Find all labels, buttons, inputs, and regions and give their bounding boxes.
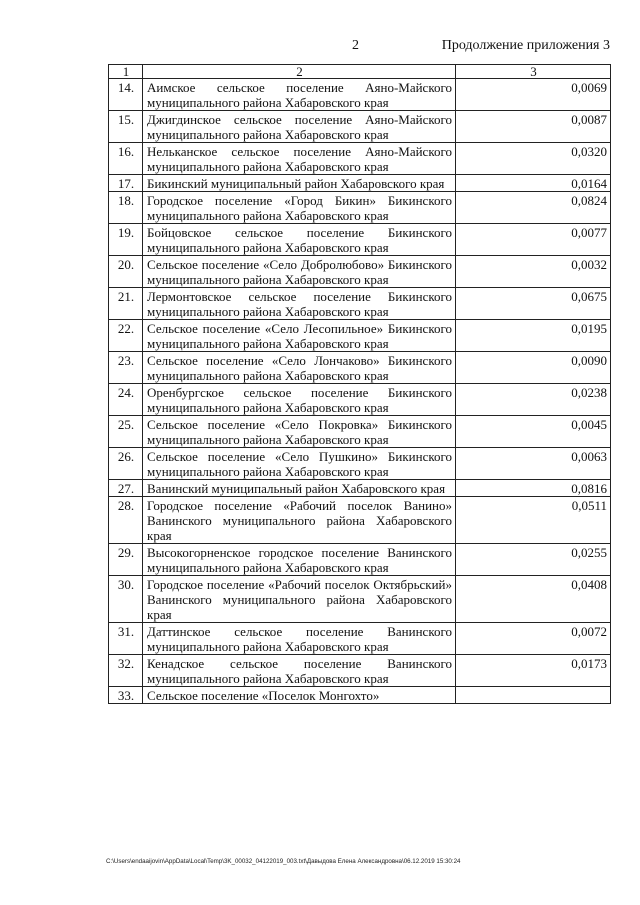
table-row	[109, 497, 611, 544]
row-number: 16.	[109, 143, 143, 175]
municipality-name: Оренбургское сельское поселение Бикинского муниципального района Хабаровского края	[143, 384, 456, 416]
row-number: 31.	[109, 623, 143, 655]
coefficient-value: 0,0164	[456, 175, 611, 192]
table-row	[109, 192, 611, 224]
table-row	[109, 687, 611, 704]
row-number: 33.	[109, 687, 143, 704]
row-number: 24.	[109, 384, 143, 416]
page-number: 2	[352, 38, 359, 53]
table-row	[109, 576, 611, 623]
table-row	[109, 175, 611, 192]
column-header-1: 1	[109, 65, 143, 79]
table-row	[109, 623, 611, 655]
row-number: 26.	[109, 448, 143, 480]
row-number: 17.	[109, 175, 143, 192]
municipality-name: Бойцовское сельское поселение Бикинского муниципального района Хабаровского края	[143, 224, 456, 256]
row-number: 15.	[109, 111, 143, 143]
table-header-row	[109, 65, 611, 79]
table-row	[109, 352, 611, 384]
municipality-name: Сельское поселение «Село Покровка» Бикинского муниципального района Хабаровского края	[143, 416, 456, 448]
table-row	[109, 224, 611, 256]
municipality-name: Ванинский муниципальный район Хабаровского края	[143, 480, 456, 497]
coefficient-value: 0,0320	[456, 143, 611, 175]
coefficient-value: 0,0511	[456, 497, 611, 544]
municipality-name: Кенадское сельское поселение Ванинского муниципального района Хабаровского края	[143, 655, 456, 687]
table-row	[109, 111, 611, 143]
allocation-table	[108, 64, 611, 704]
municipality-name: Городское поселение «Город Бикин» Бикинского муниципального района Хабаровского края	[143, 192, 456, 224]
coefficient-value: 0,0195	[456, 320, 611, 352]
table-row	[109, 79, 611, 111]
municipality-name: Сельское поселение «Село Лончаково» Бикинского муниципального района Хабаровского края	[143, 352, 456, 384]
municipality-name: Сельское поселение «Село Лесопильное» Бикинского муниципального района Хабаровского края	[143, 320, 456, 352]
coefficient-value	[456, 687, 611, 704]
coefficient-value: 0,0238	[456, 384, 611, 416]
municipality-name: Аимское сельское поселение Аяно-Майского муниципального района Хабаровского края	[143, 79, 456, 111]
coefficient-value: 0,0077	[456, 224, 611, 256]
row-number: 19.	[109, 224, 143, 256]
column-header-3: 3	[456, 65, 611, 79]
municipality-name: Высокогорненское городское поселение Ванинского муниципального района Хабаровского края	[143, 544, 456, 576]
row-number: 27.	[109, 480, 143, 497]
table-row	[109, 256, 611, 288]
municipality-name: Городское поселение «Рабочий поселок Ванино» Ванинского муниципального района Хабаровского края	[143, 497, 456, 544]
coefficient-value: 0,0063	[456, 448, 611, 480]
municipality-name: Городское поселение «Рабочий поселок Октябрьский» Ванинского муниципального района Хабаровского края	[143, 576, 456, 623]
appendix-continuation-note: Продолжение приложения 3	[441, 38, 610, 53]
municipality-name: Сельское поселение «Село Добролюбово» Бикинского муниципального района Хабаровского края	[143, 256, 456, 288]
municipality-name: Бикинский муниципальный район Хабаровского края	[143, 175, 456, 192]
row-number: 14.	[109, 79, 143, 111]
table-row	[109, 544, 611, 576]
municipality-name: Сельское поселение «Село Пушкино» Бикинского муниципального района Хабаровского края	[143, 448, 456, 480]
table-row	[109, 480, 611, 497]
document-file-path: C:\Users\endaaijovin\AppData\Local\Temp\3K_00032_04122019_003.txt\Давыдова Елена Александровна\06.12.2019 15:30:24	[106, 858, 461, 865]
row-number: 20.	[109, 256, 143, 288]
coefficient-value: 0,0173	[456, 655, 611, 687]
table-row	[109, 384, 611, 416]
coefficient-value: 0,0045	[456, 416, 611, 448]
coefficient-value: 0,0090	[456, 352, 611, 384]
row-number: 25.	[109, 416, 143, 448]
municipality-name: Джигдинское сельское поселение Аяно-Майского муниципального района Хабаровского края	[143, 111, 456, 143]
table-row	[109, 448, 611, 480]
coefficient-value: 0,0032	[456, 256, 611, 288]
coefficient-value: 0,0069	[456, 79, 611, 111]
municipality-name: Лермонтовское сельское поселение Бикинского муниципального района Хабаровского края	[143, 288, 456, 320]
coefficient-value: 0,0072	[456, 623, 611, 655]
row-number: 21.	[109, 288, 143, 320]
row-number: 32.	[109, 655, 143, 687]
row-number: 18.	[109, 192, 143, 224]
row-number: 29.	[109, 544, 143, 576]
row-number: 28.	[109, 497, 143, 544]
table-body	[109, 79, 611, 704]
coefficient-value: 0,0087	[456, 111, 611, 143]
coefficient-value: 0,0408	[456, 576, 611, 623]
table-row	[109, 416, 611, 448]
row-number: 30.	[109, 576, 143, 623]
column-header-2: 2	[143, 65, 456, 79]
table-row	[109, 143, 611, 175]
row-number: 23.	[109, 352, 143, 384]
municipality-name: Нельканское сельское поселение Аяно-Майского муниципального района Хабаровского края	[143, 143, 456, 175]
municipality-name: Даттинское сельское поселение Ванинского муниципального района Хабаровского края	[143, 623, 456, 655]
row-number: 22.	[109, 320, 143, 352]
coefficient-value: 0,0816	[456, 480, 611, 497]
coefficient-value: 0,0675	[456, 288, 611, 320]
municipality-name: Сельское поселение «Поселок Монгохто»	[143, 687, 456, 704]
table-row	[109, 655, 611, 687]
coefficient-value: 0,0255	[456, 544, 611, 576]
coefficient-value: 0,0824	[456, 192, 611, 224]
table-row	[109, 320, 611, 352]
table-row	[109, 288, 611, 320]
